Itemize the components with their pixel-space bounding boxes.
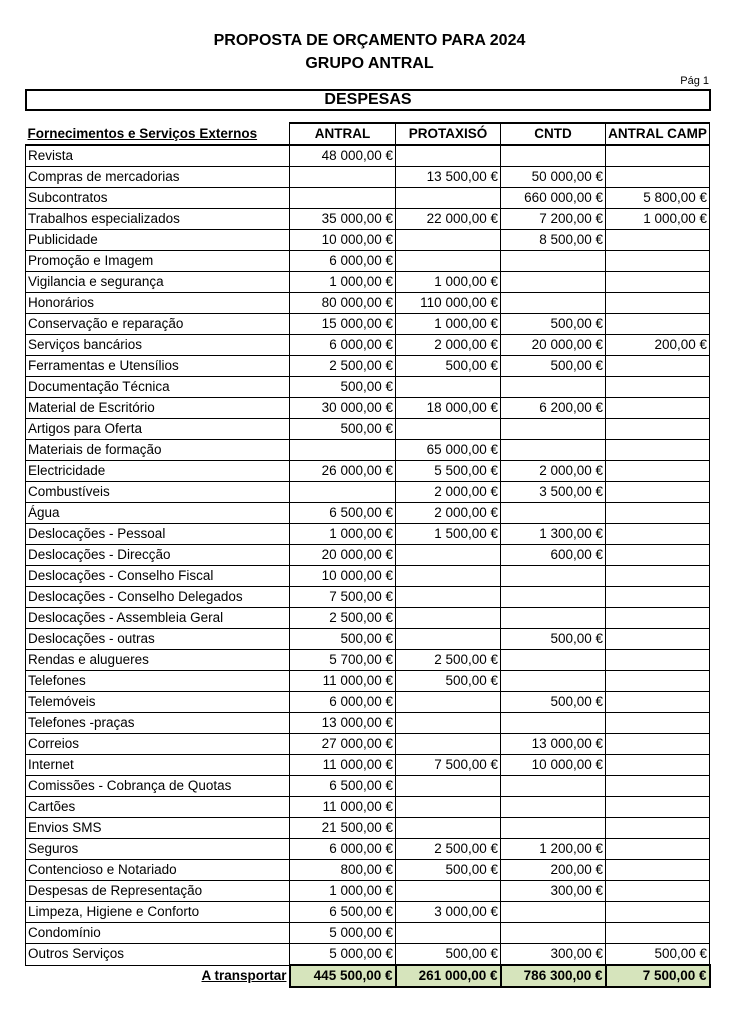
protaxiso-cell: 110 000,00 € <box>396 293 501 314</box>
antral-camp-cell <box>606 755 710 776</box>
antral-camp-cell <box>606 398 710 419</box>
antral-cell: 6 500,00 € <box>290 503 396 524</box>
antral-camp-cell <box>606 671 710 692</box>
table-row <box>26 881 710 902</box>
antral-cell: 6 500,00 € <box>290 776 396 797</box>
total-row <box>26 965 710 987</box>
cntd-cell: 13 000,00 € <box>501 734 606 755</box>
category-cell: Honorários <box>26 293 290 314</box>
table-row <box>26 440 710 461</box>
antral-camp-cell: 1 000,00 € <box>606 209 710 230</box>
cntd-cell <box>501 145 606 167</box>
protaxiso-cell: 65 000,00 € <box>396 440 501 461</box>
category-cell: Conservação e reparação <box>26 314 290 335</box>
category-cell: Contencioso e Notariado <box>26 860 290 881</box>
protaxiso-cell <box>396 566 501 587</box>
protaxiso-cell: 7 500,00 € <box>396 755 501 776</box>
antral-camp-cell <box>606 482 710 503</box>
category-cell: Telefones <box>26 671 290 692</box>
category-cell: Revista <box>26 145 290 167</box>
antral-cell: 10 000,00 € <box>290 566 396 587</box>
category-cell: Seguros <box>26 839 290 860</box>
antral-camp-cell <box>606 272 710 293</box>
table-row <box>26 587 710 608</box>
table-row <box>26 503 710 524</box>
table-row <box>26 272 710 293</box>
table-row <box>26 608 710 629</box>
protaxiso-cell <box>396 881 501 902</box>
column-header-cntd: CNTD <box>501 123 606 145</box>
antral-camp-cell <box>606 377 710 398</box>
cntd-cell <box>501 797 606 818</box>
protaxiso-cell: 13 500,00 € <box>396 167 501 188</box>
table-row <box>26 524 710 545</box>
cntd-cell <box>501 272 606 293</box>
cntd-cell: 8 500,00 € <box>501 230 606 251</box>
table-row <box>26 230 710 251</box>
table-row <box>26 650 710 671</box>
antral-cell <box>290 482 396 503</box>
category-cell: Água <box>26 503 290 524</box>
table-row <box>26 734 710 755</box>
antral-camp-cell: 200,00 € <box>606 335 710 356</box>
table-row <box>26 188 710 209</box>
cntd-cell: 1 200,00 € <box>501 839 606 860</box>
total-cntd: 786 300,00 € <box>501 965 606 987</box>
column-header-category: Fornecimentos e Serviços Externos <box>26 123 290 145</box>
antral-camp-cell <box>606 587 710 608</box>
antral-camp-cell <box>606 818 710 839</box>
total-protaxiso: 261 000,00 € <box>396 965 501 987</box>
antral-camp-cell <box>606 545 710 566</box>
protaxiso-cell: 5 500,00 € <box>396 461 501 482</box>
antral-cell: 500,00 € <box>290 419 396 440</box>
protaxiso-cell: 2 500,00 € <box>396 650 501 671</box>
cntd-cell: 500,00 € <box>501 314 606 335</box>
cntd-cell <box>501 923 606 944</box>
antral-cell: 5 000,00 € <box>290 923 396 944</box>
category-cell: Materiais de formação <box>26 440 290 461</box>
protaxiso-cell <box>396 923 501 944</box>
category-cell: Documentação Técnica <box>26 377 290 398</box>
antral-camp-cell <box>606 839 710 860</box>
protaxiso-cell <box>396 377 501 398</box>
protaxiso-cell <box>396 629 501 650</box>
cntd-cell: 7 200,00 € <box>501 209 606 230</box>
category-cell: Electricidade <box>26 461 290 482</box>
table-row <box>26 797 710 818</box>
antral-camp-cell <box>606 797 710 818</box>
category-cell: Vigilancia e segurança <box>26 272 290 293</box>
table-row <box>26 566 710 587</box>
category-cell: Subcontratos <box>26 188 290 209</box>
table-row <box>26 209 710 230</box>
table-row <box>26 545 710 566</box>
document-title: PROPOSTA DE ORÇAMENTO PARA 2024 <box>213 32 526 49</box>
antral-cell: 1 000,00 € <box>290 272 396 293</box>
table-row <box>26 314 710 335</box>
protaxiso-cell: 18 000,00 € <box>396 398 501 419</box>
category-cell: Deslocações - Assembleia Geral <box>26 608 290 629</box>
table-row <box>26 692 710 713</box>
table-row <box>26 251 710 272</box>
category-cell: Telemóveis <box>26 692 290 713</box>
cntd-cell: 3 500,00 € <box>501 482 606 503</box>
cntd-cell <box>501 818 606 839</box>
category-cell: Artigos para Oferta <box>26 419 290 440</box>
cntd-cell: 500,00 € <box>501 692 606 713</box>
protaxiso-cell: 1 000,00 € <box>396 314 501 335</box>
protaxiso-cell <box>396 692 501 713</box>
category-cell: Cartões <box>26 797 290 818</box>
table-row <box>26 860 710 881</box>
antral-cell: 500,00 € <box>290 629 396 650</box>
antral-cell: 6 500,00 € <box>290 902 396 923</box>
total-label: A transportar <box>201 968 287 984</box>
antral-cell: 21 500,00 € <box>290 818 396 839</box>
antral-camp-cell <box>606 314 710 335</box>
category-cell: Comissões - Cobrança de Quotas <box>26 776 290 797</box>
category-cell: Material de Escritório <box>26 398 290 419</box>
document-subtitle: GRUPO ANTRAL <box>305 55 434 72</box>
cntd-cell: 6 200,00 € <box>501 398 606 419</box>
cntd-cell <box>501 440 606 461</box>
protaxiso-cell <box>396 608 501 629</box>
category-cell: Deslocações - Direcção <box>26 545 290 566</box>
category-cell: Correios <box>26 734 290 755</box>
cntd-cell <box>501 293 606 314</box>
antral-cell: 6 000,00 € <box>290 839 396 860</box>
antral-camp-cell <box>606 566 710 587</box>
cntd-cell <box>501 503 606 524</box>
protaxiso-cell <box>396 797 501 818</box>
antral-cell: 13 000,00 € <box>290 713 396 734</box>
antral-camp-cell <box>606 713 710 734</box>
table-row <box>26 461 710 482</box>
protaxiso-cell: 500,00 € <box>396 944 501 966</box>
antral-camp-cell <box>606 860 710 881</box>
protaxiso-cell: 500,00 € <box>396 671 501 692</box>
category-cell: Limpeza, Higiene e Conforto <box>26 902 290 923</box>
category-cell: Serviços bancários <box>26 335 290 356</box>
category-cell: Rendas e alugueres <box>26 650 290 671</box>
cntd-cell: 200,00 € <box>501 860 606 881</box>
category-cell: Envios SMS <box>26 818 290 839</box>
protaxiso-cell <box>396 545 501 566</box>
table-row <box>26 776 710 797</box>
antral-camp-cell <box>606 503 710 524</box>
antral-cell: 800,00 € <box>290 860 396 881</box>
antral-cell: 11 000,00 € <box>290 755 396 776</box>
protaxiso-cell <box>396 251 501 272</box>
category-cell: Deslocações - outras <box>26 629 290 650</box>
cntd-cell: 10 000,00 € <box>501 755 606 776</box>
table-row <box>26 145 710 167</box>
category-cell: Deslocações - Pessoal <box>26 524 290 545</box>
cntd-cell <box>501 419 606 440</box>
protaxiso-cell <box>396 145 501 167</box>
protaxiso-cell: 2 000,00 € <box>396 503 501 524</box>
category-cell: Ferramentas e Utensílios <box>26 356 290 377</box>
category-cell: Telefones -praças <box>26 713 290 734</box>
protaxiso-cell: 2 000,00 € <box>396 482 501 503</box>
cntd-cell <box>501 377 606 398</box>
antral-camp-cell <box>606 230 710 251</box>
antral-camp-cell <box>606 167 710 188</box>
antral-cell: 500,00 € <box>290 377 396 398</box>
table-row <box>26 671 710 692</box>
antral-cell: 11 000,00 € <box>290 797 396 818</box>
cntd-cell: 300,00 € <box>501 944 606 966</box>
table-header-row <box>26 123 710 145</box>
antral-camp-cell <box>606 524 710 545</box>
category-cell: Publicidade <box>26 230 290 251</box>
table-row <box>26 356 710 377</box>
antral-camp-cell <box>606 608 710 629</box>
antral-cell: 15 000,00 € <box>290 314 396 335</box>
antral-camp-cell <box>606 734 710 755</box>
antral-camp-cell <box>606 650 710 671</box>
protaxiso-cell: 22 000,00 € <box>396 209 501 230</box>
antral-cell <box>290 440 396 461</box>
antral-camp-cell <box>606 692 710 713</box>
category-cell: Condomínio <box>26 923 290 944</box>
cntd-cell: 2 000,00 € <box>501 461 606 482</box>
antral-cell: 35 000,00 € <box>290 209 396 230</box>
table-row <box>26 902 710 923</box>
antral-camp-cell <box>606 440 710 461</box>
antral-camp-cell <box>606 293 710 314</box>
column-header-antral-camp: ANTRAL CAMP <box>606 123 710 145</box>
expenses-table <box>25 122 711 988</box>
total-antral: 445 500,00 € <box>290 965 396 987</box>
antral-cell: 11 000,00 € <box>290 671 396 692</box>
cntd-cell: 1 300,00 € <box>501 524 606 545</box>
antral-cell: 6 000,00 € <box>290 692 396 713</box>
cntd-cell <box>501 608 606 629</box>
antral-camp-cell: 5 800,00 € <box>606 188 710 209</box>
page-number: Pág 1 <box>680 75 709 87</box>
antral-cell: 7 500,00 € <box>290 587 396 608</box>
category-cell: Compras de mercadorias <box>26 167 290 188</box>
antral-cell: 2 500,00 € <box>290 356 396 377</box>
table-row <box>26 293 710 314</box>
category-cell: Deslocações - Conselho Fiscal <box>26 566 290 587</box>
table-row <box>26 377 710 398</box>
antral-cell: 10 000,00 € <box>290 230 396 251</box>
table-row <box>26 713 710 734</box>
table-row <box>26 839 710 860</box>
cntd-cell: 50 000,00 € <box>501 167 606 188</box>
total-antral-camp: 7 500,00 € <box>606 965 710 987</box>
antral-cell: 26 000,00 € <box>290 461 396 482</box>
antral-cell: 20 000,00 € <box>290 545 396 566</box>
cntd-cell <box>501 713 606 734</box>
category-cell: Deslocações - Conselho Delegados <box>26 587 290 608</box>
protaxiso-cell <box>396 419 501 440</box>
table-row <box>26 167 710 188</box>
antral-cell: 30 000,00 € <box>290 398 396 419</box>
cntd-cell: 600,00 € <box>501 545 606 566</box>
cntd-cell: 500,00 € <box>501 356 606 377</box>
table-row <box>26 944 710 966</box>
protaxiso-cell <box>396 734 501 755</box>
category-cell: Internet <box>26 755 290 776</box>
column-header-protaxiso: PROTAXISÓ <box>396 123 501 145</box>
antral-cell <box>290 188 396 209</box>
antral-camp-cell <box>606 461 710 482</box>
antral-cell: 1 000,00 € <box>290 881 396 902</box>
cntd-cell <box>501 566 606 587</box>
cntd-cell: 300,00 € <box>501 881 606 902</box>
antral-camp-cell: 500,00 € <box>606 944 710 966</box>
protaxiso-cell <box>396 818 501 839</box>
category-cell: Outros Serviços <box>26 944 290 966</box>
protaxiso-cell: 500,00 € <box>396 356 501 377</box>
antral-cell: 6 000,00 € <box>290 251 396 272</box>
antral-camp-cell <box>606 902 710 923</box>
antral-camp-cell <box>606 251 710 272</box>
cntd-cell <box>501 251 606 272</box>
table-row <box>26 818 710 839</box>
antral-cell: 5 700,00 € <box>290 650 396 671</box>
antral-camp-cell <box>606 923 710 944</box>
protaxiso-cell: 500,00 € <box>396 860 501 881</box>
table-row <box>26 755 710 776</box>
cntd-cell: 500,00 € <box>501 629 606 650</box>
antral-camp-cell <box>606 881 710 902</box>
antral-camp-cell <box>606 776 710 797</box>
cntd-cell <box>501 587 606 608</box>
protaxiso-cell <box>396 188 501 209</box>
antral-cell: 27 000,00 € <box>290 734 396 755</box>
protaxiso-cell <box>396 776 501 797</box>
protaxiso-cell <box>396 587 501 608</box>
category-cell: Despesas de Representação <box>26 881 290 902</box>
antral-cell: 1 000,00 € <box>290 524 396 545</box>
antral-cell <box>290 167 396 188</box>
protaxiso-cell: 3 000,00 € <box>396 902 501 923</box>
cntd-cell <box>501 776 606 797</box>
antral-camp-cell <box>606 629 710 650</box>
cntd-cell: 660 000,00 € <box>501 188 606 209</box>
table-row <box>26 923 710 944</box>
protaxiso-cell <box>396 713 501 734</box>
protaxiso-cell: 1 000,00 € <box>396 272 501 293</box>
cntd-cell: 20 000,00 € <box>501 335 606 356</box>
antral-cell: 2 500,00 € <box>290 608 396 629</box>
antral-cell: 48 000,00 € <box>290 145 396 167</box>
antral-camp-cell <box>606 419 710 440</box>
table-row <box>26 335 710 356</box>
table-row <box>26 398 710 419</box>
table-row <box>26 419 710 440</box>
antral-cell: 80 000,00 € <box>290 293 396 314</box>
column-header-antral: ANTRAL <box>290 123 396 145</box>
section-banner: DESPESAS <box>25 89 711 111</box>
protaxiso-cell <box>396 230 501 251</box>
category-cell: Promoção e Imagem <box>26 251 290 272</box>
antral-camp-cell <box>606 356 710 377</box>
cntd-cell <box>501 650 606 671</box>
protaxiso-cell: 2 000,00 € <box>396 335 501 356</box>
protaxiso-cell: 1 500,00 € <box>396 524 501 545</box>
antral-cell: 5 000,00 € <box>290 944 396 966</box>
antral-camp-cell <box>606 145 710 167</box>
cntd-cell <box>501 671 606 692</box>
category-cell: Combustíveis <box>26 482 290 503</box>
antral-cell: 6 000,00 € <box>290 335 396 356</box>
category-cell: Trabalhos especializados <box>26 209 290 230</box>
table-row <box>26 482 710 503</box>
table-row <box>26 629 710 650</box>
cntd-cell <box>501 902 606 923</box>
protaxiso-cell: 2 500,00 € <box>396 839 501 860</box>
